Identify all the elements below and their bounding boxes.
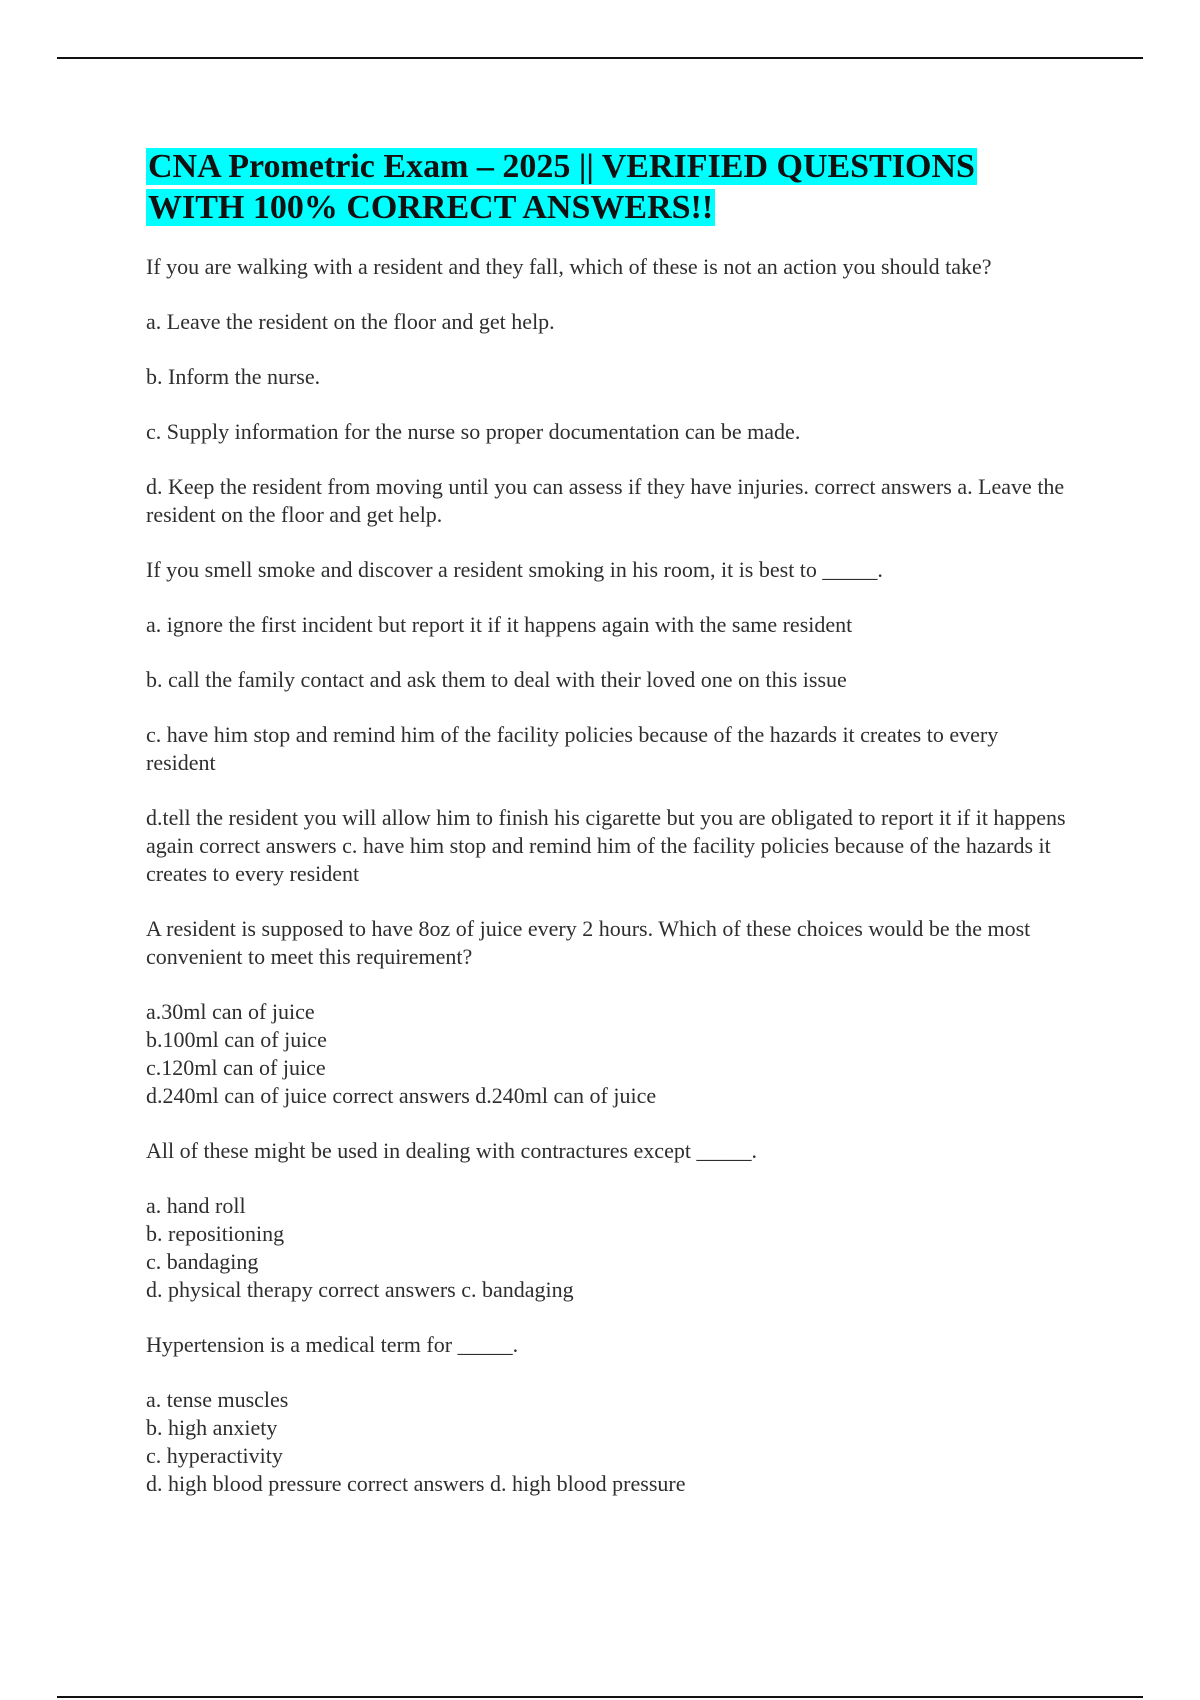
q1-question: If you are walking with a resident and they fall, which of these is not an action you should take? [146,254,992,279]
q4-option-a: a. hand roll [146,1193,246,1218]
q5-option-b: b. high anxiety [146,1415,278,1440]
q3-option-b: b.100ml can of juice [146,1027,327,1052]
title-highlight: CNA Prometric Exam – 2025 || VERIFIED QUESTIONS WITH 100% CORRECT ANSWERS!! [148,148,975,226]
q2-option-b: b. call the family contact and ask them to deal with their loved one on this issue [146,667,847,692]
q5-option-c: c. hyperactivity [146,1443,283,1468]
q2-option-a: a. ignore the first incident but report it if it happens again with the same resident [146,612,853,637]
q3-option-d-answer: d.240ml can of juice correct answers d.240ml can of juice [146,1083,657,1108]
q5-option-d-answer: d. high blood pressure correct answers d. high blood pressure [146,1471,686,1496]
q3-option-a: a.30ml can of juice [146,999,315,1024]
document-body [146,146,1066,1525]
top-rule [57,57,1143,59]
q4-option-d-answer: d. physical therapy correct answers c. bandaging [146,1277,574,1302]
q1-option-b: b. Inform the nurse. [146,364,321,389]
q3-option-c: c.120ml can of juice [146,1055,326,1080]
q1-option-c: c. Supply information for the nurse so proper documentation can be made. [146,419,801,444]
q2-question: If you smell smoke and discover a resident smoking in his room, it is best to _____. [146,557,883,582]
bottom-rule [57,1696,1143,1698]
q4-option-b: b. repositioning [146,1221,285,1246]
q4-option-c: c. bandaging [146,1249,259,1274]
q1-option-d-answer: d. Keep the resident from moving until you can assess if they have injuries. correct answers a. Leave the resident on the floor and get help. [146,474,1065,527]
q1-option-a: a. Leave the resident on the floor and get help. [146,309,555,334]
q5-option-a: a. tense muscles [146,1387,289,1412]
q4-question: All of these might be used in dealing with contractures except _____. [146,1138,757,1163]
document-title [146,146,1066,228]
q3-question: A resident is supposed to have 8oz of juice every 2 hours. Which of these choices would be the most convenient to meet this requirement? [146,916,1031,969]
q2-option-d-answer: d.tell the resident you will allow him to finish his cigarette but you are obligated to report it if it happens again correct answers c. have him stop and remind him of the facility policies because of the hazards it creates to every resident [146,805,1066,886]
q5-question: Hypertension is a medical term for _____. [146,1332,519,1357]
q2-option-c: c. have him stop and remind him of the facility policies because of the hazards it creates to every resident [146,722,999,775]
